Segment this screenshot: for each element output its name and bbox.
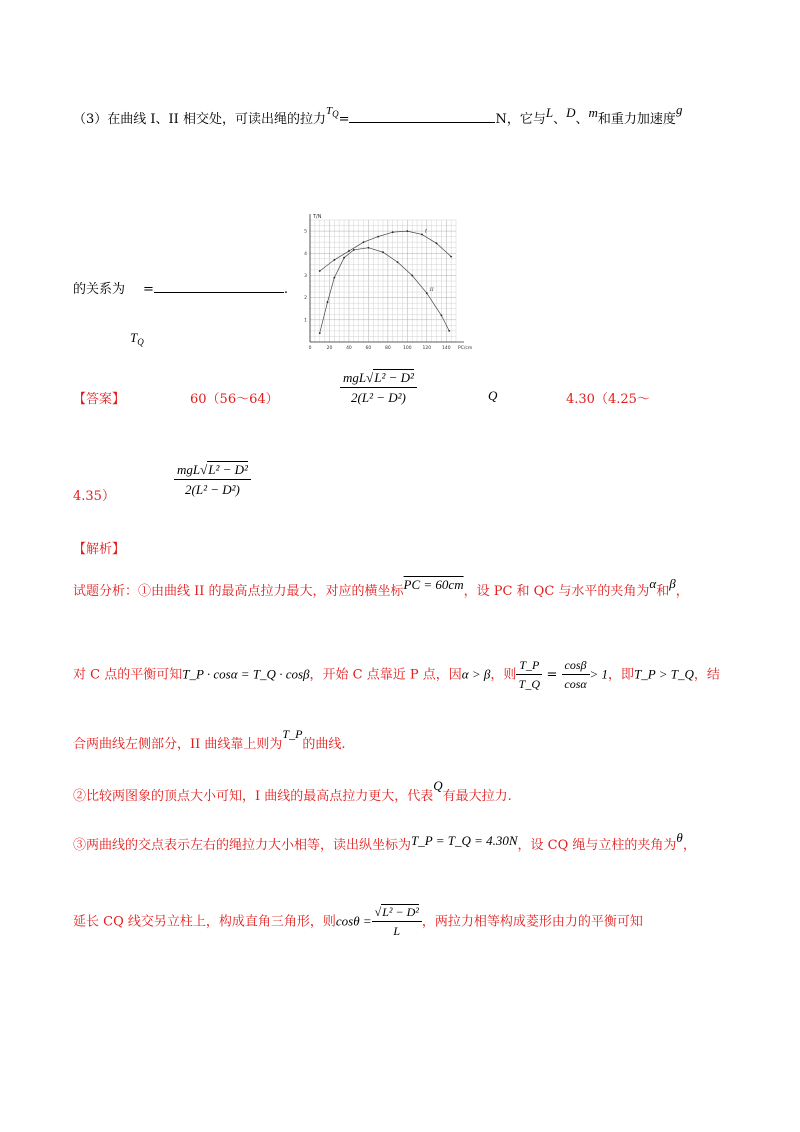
pc-formula: PC = 60cm <box>403 577 464 592</box>
analysis-line-1: 试题分析：①由曲线 II 的最高点拉力最大，对应的横坐标PC = 60cm，设 PC 和 QC 与水平的夹角为α和β， <box>73 576 689 599</box>
x-tick-label: 40 <box>346 346 352 351</box>
data-point <box>319 270 321 272</box>
x-tick-label: 140 <box>441 346 451 351</box>
x-axis-label: PC/cm <box>458 346 473 351</box>
data-point <box>441 314 443 316</box>
cos-theta: cosθ = <box>335 913 372 929</box>
series-label: I <box>424 228 427 235</box>
data-point <box>333 259 335 261</box>
answer-letter-q: Q <box>488 388 498 403</box>
cos-ratio: $\frac{\cos\beta}{\cos\alpha}$ <box>562 658 590 692</box>
y-tick-label: 3 <box>304 273 307 279</box>
var-D: D <box>566 105 576 120</box>
balance-formula: T_P · cosα = T_Q · cosβ <box>182 666 310 682</box>
x-tick-label: 60 <box>365 346 372 351</box>
data-point <box>343 257 345 259</box>
equals-sign: = <box>338 112 350 127</box>
period: . <box>283 282 289 297</box>
cos-theta-fraction: $\frac{\text{√L² − D²}}{L}$ <box>372 905 422 939</box>
chart-series <box>319 230 452 334</box>
data-point <box>382 251 384 253</box>
analysis-line-2: 对 C 点的平衡可知T_P · cosα = T_Q · cosβ，开始 C 点靠近 P 点，因α > β，则 $\frac{T\_P}{T\_Q}$ = $\frac{\cos\beta}{\cos\alpha}$ > 1，即T_P > T_Q，结 <box>73 658 720 691</box>
gravity-text: 和重力加速度 <box>597 112 676 127</box>
data-point <box>421 234 423 236</box>
data-point <box>448 330 450 332</box>
answer-fraction-2: $\frac{\text{mgL√L² − D²}}{\text{2(L² − D²)}}$ <box>174 462 251 498</box>
answer-value-2-start: 4.30（4.25～ <box>566 392 650 407</box>
answer-blank-2[interactable] <box>154 292 284 293</box>
analysis-line-5: ③两曲线的交点表示左右的绳拉力大小相等，读出纵坐标为T_P = T_Q = 4.30N，设 CQ 绳与立柱的夹角为θ， <box>73 830 696 853</box>
analysis-label: 【解析】 <box>73 542 126 557</box>
analysis-line-6: 延长 CQ 线交另立柱上，构成直角三角形，则cosθ = $\frac{\text{√L² − D²}}{L}$ ，两拉力相等构成菱形由力的平衡可知 <box>73 905 643 938</box>
question-line-2 <box>73 278 288 297</box>
equals-sign-2: = <box>143 282 154 297</box>
data-point <box>333 277 335 279</box>
data-point <box>363 241 365 243</box>
data-point <box>436 242 438 244</box>
x-tick-label: 20 <box>326 346 333 351</box>
answer-label: 【答案】 <box>73 392 126 407</box>
answer-value-2-end: 4.35） <box>73 489 115 504</box>
tq-symbol: TQ <box>325 105 339 119</box>
x-tick-label: 80 <box>384 346 391 351</box>
data-point <box>368 247 370 249</box>
data-point <box>353 249 355 251</box>
analysis-line-4: ②比较两图象的顶点大小可知，I 曲线的最高点拉力更大，代表Q有最大拉力. <box>73 778 512 804</box>
question-prefix: （3）在曲线 I、II 相交处，可读出绳的拉力 <box>73 112 326 127</box>
data-point <box>319 332 321 334</box>
angle-inequality: α > β <box>461 666 491 682</box>
y-tick-label: 5 <box>304 229 307 235</box>
theta-symbol: θ <box>676 830 683 845</box>
alpha-symbol: α <box>649 576 657 591</box>
series-label: II <box>429 287 434 294</box>
data-point <box>406 230 408 232</box>
tension-ratio: $\frac{T\_P}{T\_Q}$ <box>516 658 542 692</box>
data-point <box>327 301 329 303</box>
y-tick-label: 1 <box>304 318 307 324</box>
tp-symbol: T_P <box>282 727 303 741</box>
chart-axes <box>310 214 464 342</box>
chart-grid <box>310 220 456 342</box>
unit-text: N，它与 <box>495 112 546 127</box>
tension-chart <box>298 210 476 352</box>
answer-fraction-1: $\frac{\text{mgL√L² − D²}}{\text{2(L² − D²)}}$ <box>340 370 417 406</box>
data-point <box>450 256 452 258</box>
var-m: m <box>588 105 598 120</box>
answer-value-1: 60（56～64） <box>190 392 279 407</box>
data-point <box>377 236 379 238</box>
data-point <box>397 261 399 263</box>
relation-text: 的关系为 <box>73 282 126 297</box>
q-symbol: Q <box>433 778 443 793</box>
var-L: L <box>545 105 554 120</box>
data-point <box>426 292 428 294</box>
separator: 、 <box>575 112 589 127</box>
tension-inequality: T_P > T_Q <box>634 666 694 682</box>
question-line-1 <box>73 102 683 128</box>
data-point <box>348 250 350 252</box>
y-tick-label: 4 <box>304 251 307 257</box>
separator: 、 <box>553 112 567 127</box>
tq-label: $T_Q$ <box>130 330 144 347</box>
beta-symbol: β <box>669 576 676 591</box>
y-axis-label: T/N <box>313 214 322 220</box>
var-g: g <box>675 102 683 117</box>
answer-blank-1[interactable] <box>349 122 495 123</box>
x-tick-label: 0 <box>308 346 312 351</box>
analysis-line-3: 合两曲线左侧部分，II 曲线靠上则为T_P的曲线. <box>73 727 346 752</box>
series-line-I <box>320 231 451 271</box>
x-tick-label: 100 <box>403 346 412 351</box>
y-tick-label: 2 <box>304 296 307 302</box>
x-tick-label: 120 <box>422 346 432 351</box>
data-point <box>411 275 413 277</box>
data-point <box>392 231 394 233</box>
equal-tension-formula: T_P = T_Q = 4.30N <box>411 833 518 848</box>
